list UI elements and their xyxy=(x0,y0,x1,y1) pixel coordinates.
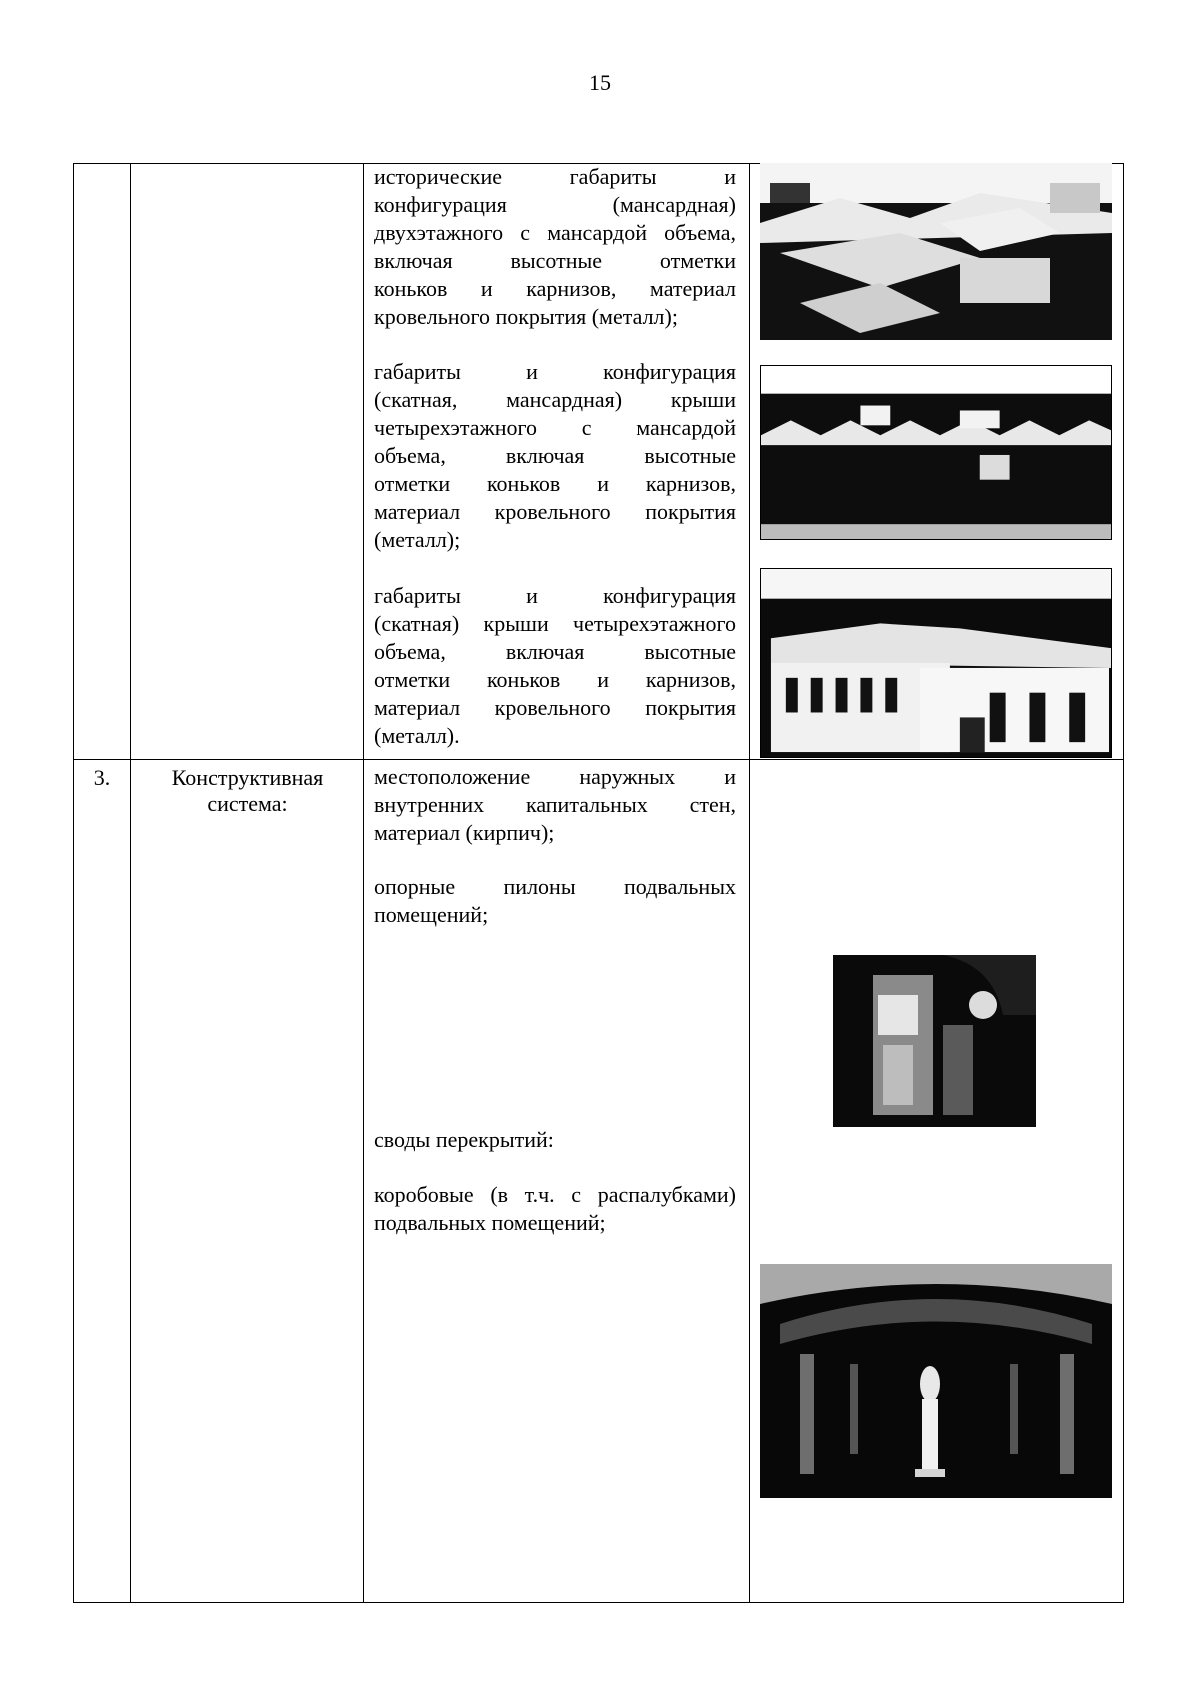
text-line: подвальных помещений; xyxy=(374,1210,606,1235)
basement-vault-photo xyxy=(760,1264,1112,1498)
text-line: отметки коньков и карнизов, xyxy=(374,667,736,692)
text-line: конфигурация (мансардная) xyxy=(374,192,736,217)
text-line: объема, включая высотные xyxy=(374,639,736,664)
text-line: материал кровельного покрытия xyxy=(374,499,736,524)
text-line: (скатная, мансардная) крыши xyxy=(374,387,736,412)
text-line: исторические габариты и xyxy=(374,164,736,189)
roof-paragraph-1 xyxy=(374,163,736,331)
text-line: коробовые (в т.ч. с распалубками) xyxy=(374,1182,736,1207)
text-line: своды перекрытий: xyxy=(374,1127,554,1152)
table-right-border xyxy=(1123,163,1124,1603)
text-line: габариты и конфигурация xyxy=(374,583,736,608)
text-line: материал (кирпич); xyxy=(374,820,555,845)
row-number: 3. xyxy=(93,765,111,790)
text-line: объема, включая высотные xyxy=(374,443,736,468)
roof-facade-photo xyxy=(760,568,1112,758)
walls-paragraph xyxy=(374,763,736,847)
text-line: опорные пилоны подвальных xyxy=(374,874,736,899)
vaults-paragraph xyxy=(374,1126,736,1154)
text-line: включая высотные отметки xyxy=(374,248,736,273)
row-name-line: Конструктивная xyxy=(171,765,324,790)
text-line: габариты и конфигурация xyxy=(374,359,736,384)
text-line: (металл); xyxy=(374,527,461,552)
roof-paragraph-2 xyxy=(374,358,736,554)
text-line: местоположение наружных и xyxy=(374,764,736,789)
text-line: материал кровельного покрытия xyxy=(374,695,736,720)
roof-paragraph-3 xyxy=(374,582,736,750)
barrel-vaults-paragraph xyxy=(374,1181,736,1237)
table-bottom-border xyxy=(73,1602,1124,1603)
text-line: кровельного покрытия (металл); xyxy=(374,304,678,329)
column-divider-1 xyxy=(130,163,131,1603)
table-left-border xyxy=(73,163,74,1603)
text-line: двухэтажного с мансардой объема, xyxy=(374,220,736,245)
row-name-line: система: xyxy=(207,791,288,816)
row-name xyxy=(131,765,364,817)
mansard-roofs-photo xyxy=(760,365,1112,540)
text-line: коньков и карнизов, материал xyxy=(374,276,736,301)
text-line: помещений; xyxy=(374,902,489,927)
column-divider-3 xyxy=(749,163,750,1603)
basement-pylon-photo xyxy=(833,955,1036,1127)
row-divider xyxy=(73,759,1124,760)
text-line: отметки коньков и карнизов, xyxy=(374,471,736,496)
column-divider-2 xyxy=(363,163,364,1603)
text-line: четырехэтажного с мансардой xyxy=(374,415,736,440)
text-line: (скатная) крыши четырехэтажного xyxy=(374,611,736,636)
rooftops-photo xyxy=(760,163,1112,340)
text-line: (металл). xyxy=(374,723,460,748)
text-line: внутренних капитальных стен, xyxy=(374,792,736,817)
page-number: 15 xyxy=(589,70,611,95)
pylons-paragraph xyxy=(374,873,736,929)
